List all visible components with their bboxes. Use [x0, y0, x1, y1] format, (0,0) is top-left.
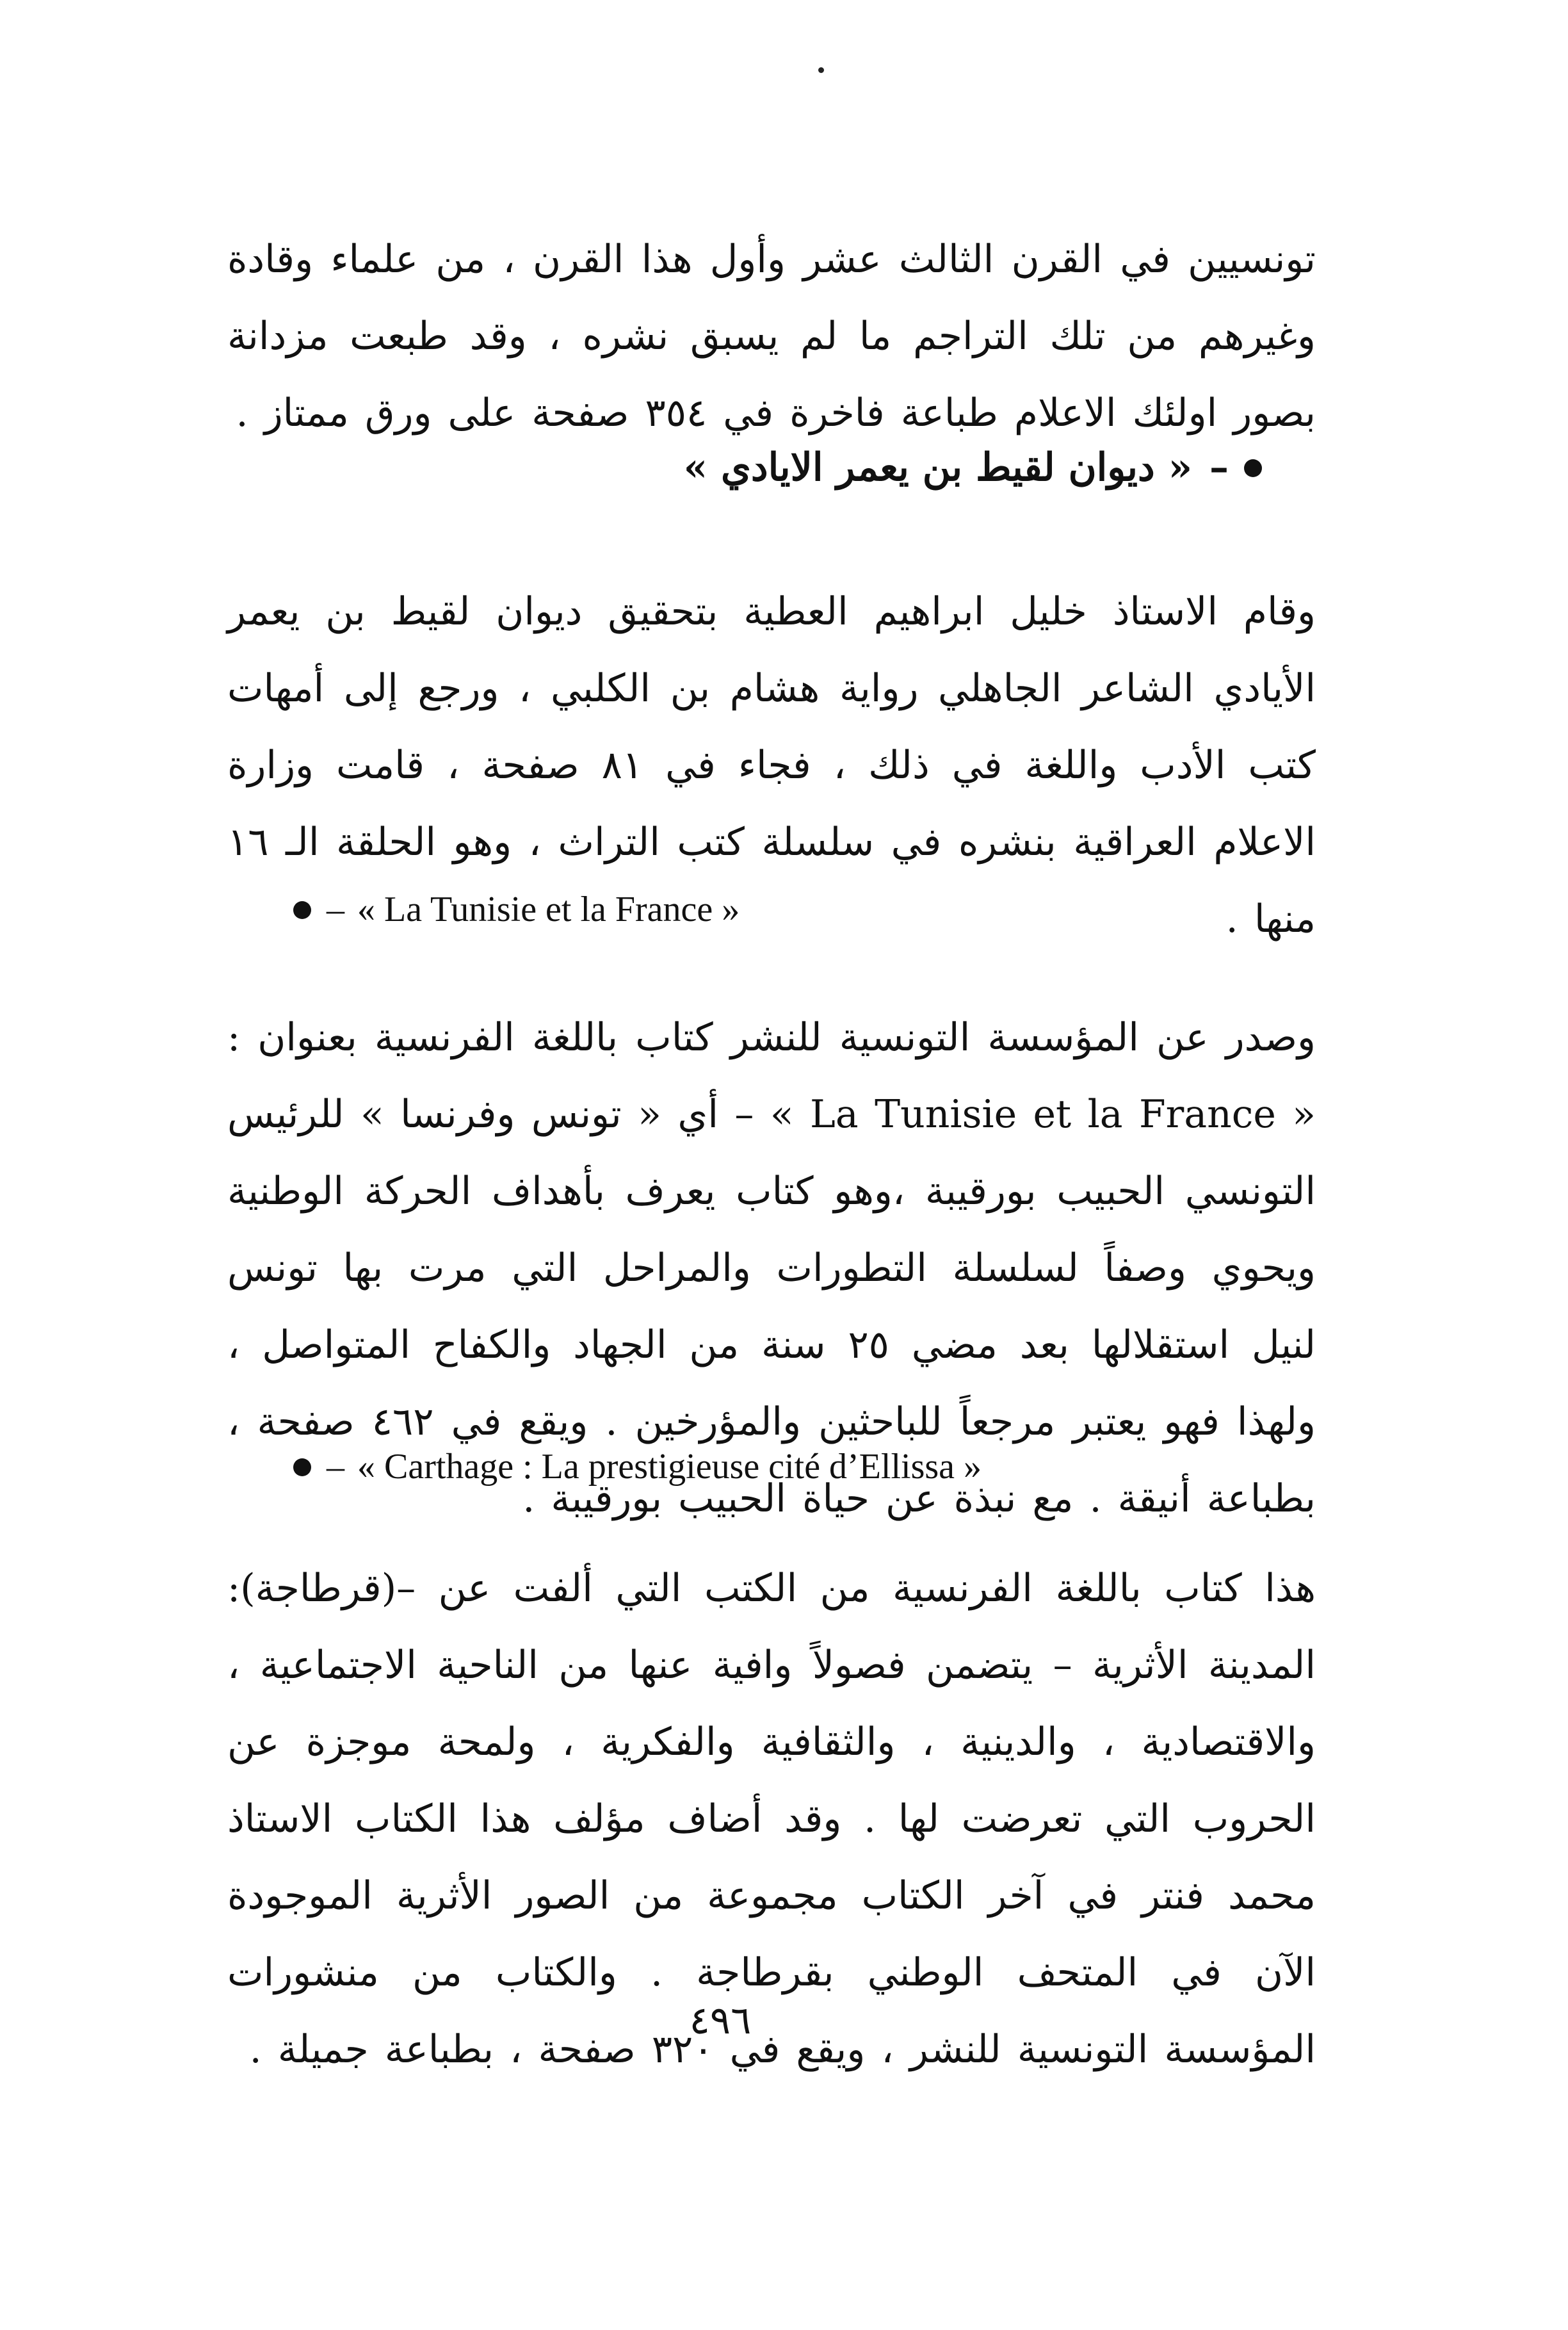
- paragraph-tunisian-biographies: تونسيين في القرن الثالث عشر وأول هذا القرن ، من علماء وقادة وغيرهم من تلك التراجم ما لم يسبق نشره ، وقد طبعت مزدانة بصور اولئك الاعلام طباعة فاخرة في ٣٥٤ صفحة على ورق ممتاز .: [227, 237, 1316, 436]
- paragraph-tunisie-france: وصدر عن المؤسسة التونسية للنشر كتاب باللغة الفرنسية بعنوان : « La Tunisie et la France » – أي « تونس وفرنسا » للرئيس التونسي الحبيب بورقيبة ،وهو كتاب يعرف بأهداف الحركة الوطنية ويحوي وصفاً لسلسلة التطورات والمراحل التي مرت بها تونس لنيل استقلالها بعد مضي ٢٥ سنة من الجهاد والكفاح المتواصل ، ولهذا فهو يعتبر مرجعاً للباحثين والمؤرخين . ويقع في ٤٦٢ صفحة ، بطباعة أنيقة . مع نبذة عن حياة الحبيب بورقيبة .: [227, 1015, 1316, 1521]
- heading-dash: –: [327, 890, 344, 929]
- section-heading-diwan-laqit: [684, 439, 1273, 496]
- section-heading-text: « ديوان لقيط بن يعمر الايادي »: [683, 445, 1193, 490]
- paragraph-diwan-laqit: وقام الاستاذ خليل ابراهيم العطية بتحقيق ديوان لقيط بن يعمر الأيادي الشاعر الجاهلي رواية هشام بن الكلبي ، ورجع إلى أمهات كتب الأدب واللغة في ذلك ، فجاء في ٨١ صفحة ، قامت وزارة الاعلام العراقية بنشره في سلسلة كتب التراث ، وهو الحلقة الـ ١٦ منها .: [227, 589, 1316, 941]
- scan-speck: [818, 67, 824, 73]
- bullet-icon: [293, 1458, 311, 1476]
- page-number: ٤٩٦: [689, 1998, 752, 2043]
- heading-dash: –: [1209, 445, 1229, 490]
- bullet-icon: [1244, 459, 1262, 477]
- paragraph-carthage: هذا كتاب باللغة الفرنسية من الكتب التي ألفت عن –(قرطاجة): المدينة الأثرية – يتضمن فصولاً وافية عنها من الناحية الاجتماعية ، والاقتصادية ، والدينية ، والثقافية والفكرية ، ولمحة موجزة عن الحروب التي تعرضت لها . وقد أضاف مؤلف هذا الكتاب الاستاذ محمد فنتر في آخر الكتاب مجموعة من الصور الأثرية الموجودة الآن في المتحف الوطني بقرطاجة . والكتاب من منشورات المؤسسة التونسية للنشر ، ويقع في ٣٢٠ صفحة ، بطباعة جميلة .: [227, 1566, 1316, 2072]
- section-heading-carthage: [282, 1438, 982, 1495]
- bullet-icon: [293, 901, 311, 919]
- section-heading-text: « Carthage : La prestigieuse cité d’Ellissa »: [357, 1447, 982, 1487]
- section-heading-tunisie-france: [282, 881, 740, 938]
- heading-dash: –: [327, 1447, 344, 1487]
- section-heading-text: « La Tunisie et la France »: [357, 890, 740, 929]
